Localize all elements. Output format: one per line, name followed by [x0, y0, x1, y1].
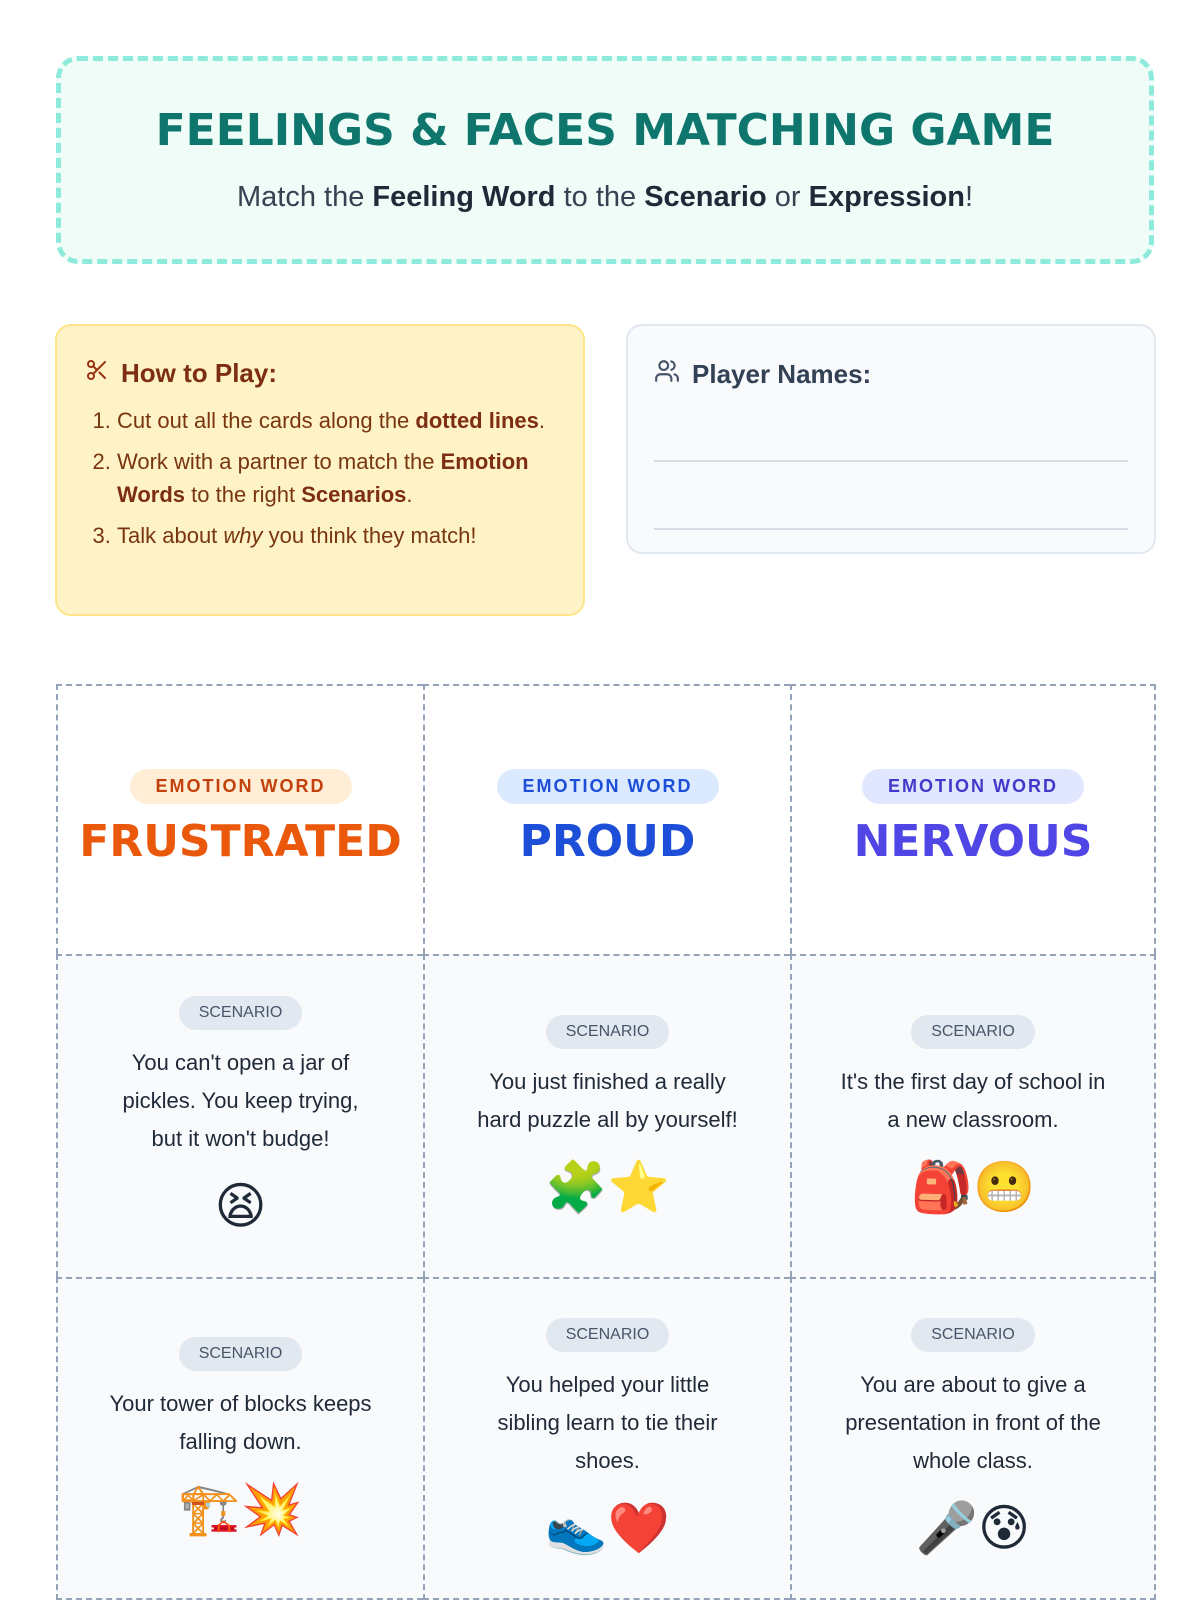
player-names-title: Player Names: — [692, 359, 872, 389]
tired-face-emoji-icon: 😫 — [214, 1176, 267, 1235]
how-to-play-panel — [55, 324, 585, 616]
how-to-play-steps — [83, 404, 563, 560]
crane-collision-emoji-icon: 🏗️💥 — [178, 1479, 303, 1538]
player-name-line-1[interactable] — [654, 460, 1128, 462]
scenario-tag: SCENARIO — [546, 1015, 670, 1049]
emotion-word-nervous: NERVOUS — [853, 815, 1093, 867]
emotion-word-tag: EMOTION WORD — [862, 769, 1084, 804]
scissors-icon — [85, 358, 109, 389]
microphone-anxious-emoji-icon: 🎤😰 — [915, 1498, 1031, 1557]
emotion-card[interactable] — [56, 684, 423, 954]
step-bold: Emotion Words — [117, 449, 529, 507]
scenario-card[interactable] — [790, 1277, 1156, 1600]
scenario-text: Your tower of blocks keeps falling down. — [109, 1390, 372, 1454]
scenario-tag: SCENARIO — [546, 1318, 670, 1352]
step-item — [117, 445, 563, 511]
subtitle-bold-expression: Expression — [808, 181, 965, 213]
emotion-word-proud: PROUD — [519, 815, 696, 867]
subtitle-text: Match the — [236, 181, 373, 213]
scenario-tag: SCENARIO — [911, 1015, 1035, 1049]
backpack-grimace-emoji-icon: 🎒😬 — [910, 1157, 1036, 1216]
users-icon — [654, 358, 680, 391]
emotion-word-tag: EMOTION WORD — [497, 769, 719, 804]
scenario-card[interactable] — [423, 1277, 790, 1600]
step-text: Work with a partner to match the — [117, 449, 441, 474]
scenario-text: You helped your little sibling learn to tie their shoes. — [497, 1371, 718, 1473]
step-text: Talk about — [117, 523, 224, 548]
scenario-tag: SCENARIO — [179, 996, 303, 1030]
step-text: . — [406, 482, 413, 507]
scenario-text: It's the first day of school in a new classroom. — [840, 1068, 1106, 1132]
emotion-word-frustrated: FRUSTRATED — [79, 815, 402, 867]
scenario-tag: SCENARIO — [179, 1337, 303, 1371]
shoe-heart-emoji-icon: 👟❤️ — [545, 1498, 670, 1557]
step-item — [117, 404, 563, 437]
scenario-card[interactable] — [790, 954, 1156, 1277]
cut-out-card-grid — [56, 684, 1156, 1600]
scenario-text: You can't open a jar of pickles. You keep trying, but it won't budge! — [122, 1049, 359, 1151]
step-text: you think they match! — [262, 523, 477, 548]
step-text: . — [538, 408, 545, 433]
emotion-card[interactable] — [790, 684, 1156, 954]
subtitle-text: to the — [555, 181, 645, 213]
page-title: FEELINGS & FACES MATCHING GAME — [155, 105, 1055, 156]
player-names-panel — [626, 324, 1156, 554]
how-to-play-heading — [85, 358, 277, 389]
scenario-text: You are about to give a presentation in front of the whole class. — [845, 1371, 1101, 1473]
subtitle-text: ! — [964, 181, 974, 213]
puzzle-star-emoji-icon: 🧩⭐ — [545, 1157, 670, 1216]
how-to-play-title: How to Play: — [121, 358, 278, 388]
title-banner — [56, 56, 1154, 264]
step-bold: Scenarios — [301, 482, 407, 507]
step-text: Cut out all the cards along the — [117, 408, 416, 433]
step-text: to the right — [185, 482, 302, 507]
scenario-text: You just finished a really hard puzzle all by yourself! — [477, 1068, 738, 1132]
page-subtitle — [61, 181, 1149, 214]
emotion-word-tag: EMOTION WORD — [130, 769, 352, 804]
subtitle-bold-scenario: Scenario — [644, 181, 767, 213]
step-italic: why — [223, 523, 263, 548]
subtitle-bold-feeling-word: Feeling Word — [372, 181, 556, 213]
subtitle-text: or — [766, 181, 809, 213]
step-bold: dotted lines — [415, 408, 539, 433]
scenario-card[interactable] — [56, 1277, 423, 1600]
scenario-card[interactable] — [56, 954, 423, 1277]
player-names-heading — [654, 358, 871, 391]
step-item — [117, 519, 563, 552]
scenario-card[interactable] — [423, 954, 790, 1277]
scenario-tag: SCENARIO — [911, 1318, 1035, 1352]
emotion-card[interactable] — [423, 684, 790, 954]
player-name-line-2[interactable] — [654, 528, 1128, 530]
